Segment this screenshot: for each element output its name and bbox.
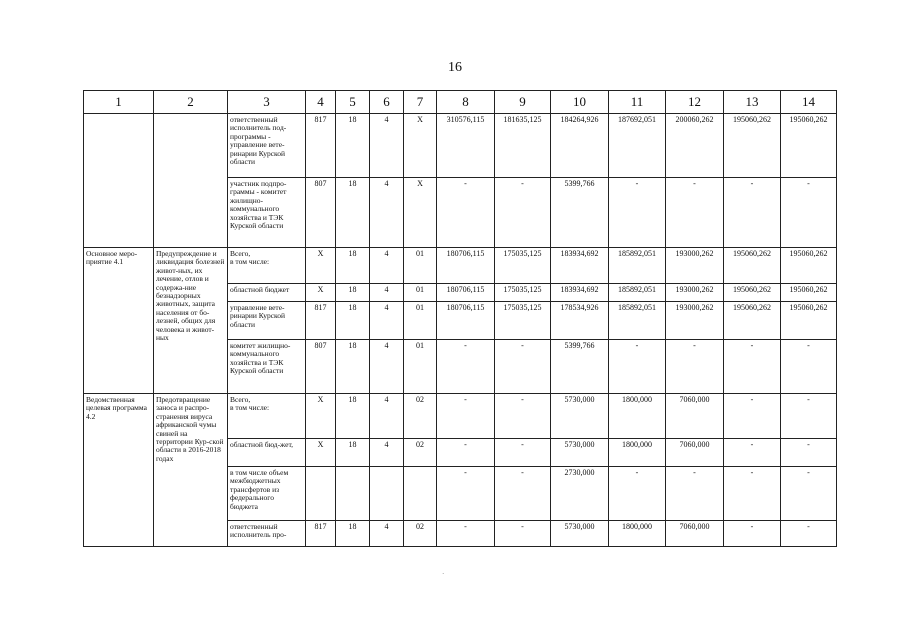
header-cell: 10 (551, 91, 609, 114)
table-cell: - (495, 521, 551, 547)
table-cell: областной бюджет (228, 284, 306, 302)
table-cell: - (437, 178, 495, 248)
table-cell (306, 467, 336, 521)
table-cell: 4 (370, 521, 404, 547)
table-cell: 180706,115 (437, 284, 495, 302)
table-cell: X (404, 178, 437, 248)
table-cell: - (781, 394, 837, 439)
table-cell: 175035,125 (495, 302, 551, 340)
table-cell: 18 (336, 284, 370, 302)
table-cell: 807 (306, 178, 336, 248)
table-cell: - (495, 467, 551, 521)
table-cell: 01 (404, 302, 437, 340)
table-cell: 1800,000 (609, 439, 666, 467)
table-cell: 01 (404, 248, 437, 284)
table-cell: 193000,262 (666, 248, 724, 284)
table-cell: - (724, 439, 781, 467)
header-row (84, 91, 837, 114)
table-cell: - (495, 340, 551, 394)
table-cell (228, 248, 306, 284)
table-cell: 183934,692 (551, 284, 609, 302)
table-cell: 18 (336, 340, 370, 394)
header-cell: 3 (228, 91, 306, 114)
table-cell: - (437, 439, 495, 467)
table-cell: 5730,000 (551, 439, 609, 467)
table-cell: 02 (404, 394, 437, 439)
table-cell: 195060,262 (724, 114, 781, 178)
table-cell: - (437, 521, 495, 547)
table-cell: 195060,262 (781, 248, 837, 284)
table-cell: - (724, 178, 781, 248)
table-cell: Основное меро-приятие 4.1 (84, 248, 154, 394)
header-cell: 5 (336, 91, 370, 114)
header-cell: 9 (495, 91, 551, 114)
table-cell: 195060,262 (781, 114, 837, 178)
table-cell: 193000,262 (666, 284, 724, 302)
table-cell: - (437, 340, 495, 394)
table-cell: 817 (306, 521, 336, 547)
table-cell: 2730,000 (551, 467, 609, 521)
table-cell: в том числе объем межбюджетных трансфертов из федерального бюджета (228, 467, 306, 521)
header-cell: 2 (154, 91, 228, 114)
table-cell: ответственный исполнитель под-программы - управление вете-ринарии Курской области (228, 114, 306, 178)
table-cell: 7060,000 (666, 521, 724, 547)
table-cell: участник подпро-граммы - комитет жилищно-коммунального хозяйства и ТЭК Курской области (228, 178, 306, 248)
table-cell: 4 (370, 340, 404, 394)
table-cell (370, 467, 404, 521)
table-cell: X (306, 284, 336, 302)
table-cell: 175035,125 (495, 248, 551, 284)
table-cell: 180706,115 (437, 248, 495, 284)
table-cell: 02 (404, 439, 437, 467)
table-cell: Предотвращение заноса и распро-странения вируса африканской чумы свиней на территории Кур-ской области в 2016-2018 годах (154, 394, 228, 547)
table-cell: 18 (336, 521, 370, 547)
table-cell: 18 (336, 439, 370, 467)
table-cell: 817 (306, 302, 336, 340)
table-cell: 184264,926 (551, 114, 609, 178)
table-cell: - (666, 340, 724, 394)
table-cell: 18 (336, 248, 370, 284)
table-cell: 01 (404, 284, 437, 302)
table-cell: - (609, 178, 666, 248)
header-cell: 13 (724, 91, 781, 114)
table-cell: - (781, 467, 837, 521)
table-row (84, 394, 837, 439)
table-cell: 185892,051 (609, 284, 666, 302)
table-cell: 18 (336, 114, 370, 178)
table-cell: - (495, 394, 551, 439)
table-cell: 183934,692 (551, 248, 609, 284)
scan-speck: · (442, 570, 445, 578)
table-cell: 310576,115 (437, 114, 495, 178)
table-cell: 195060,262 (781, 284, 837, 302)
table-cell: 1800,000 (609, 521, 666, 547)
page-number: 16 (448, 60, 462, 75)
table-cell: 5399,766 (551, 178, 609, 248)
table-cell: 18 (336, 178, 370, 248)
table-cell: 1800,000 (609, 394, 666, 439)
table-cell: 02 (404, 521, 437, 547)
header-cell: 7 (404, 91, 437, 114)
table-row (84, 114, 837, 178)
table-cell: 7060,000 (666, 439, 724, 467)
table-cell: X (306, 439, 336, 467)
cell-line: Всего, (230, 395, 251, 404)
header-cell: 1 (84, 91, 154, 114)
table-cell: 5399,766 (551, 340, 609, 394)
table-cell: 175035,125 (495, 284, 551, 302)
table-cell: - (495, 178, 551, 248)
table-cell: 4 (370, 178, 404, 248)
table-cell: - (666, 467, 724, 521)
table-cell: - (495, 439, 551, 467)
header-cell: 8 (437, 91, 495, 114)
table-cell: - (609, 467, 666, 521)
table-cell: управление вете-ринарии Курской области (228, 302, 306, 340)
header-cell: 14 (781, 91, 837, 114)
table-cell: 4 (370, 248, 404, 284)
header-cell: 11 (609, 91, 666, 114)
table-cell: - (724, 340, 781, 394)
table-cell: 4 (370, 114, 404, 178)
table-cell (228, 394, 306, 439)
cell-line: Всего, (230, 249, 251, 258)
table-cell: 4 (370, 394, 404, 439)
table-cell: 807 (306, 340, 336, 394)
table-cell: - (724, 394, 781, 439)
table-cell: 4 (370, 284, 404, 302)
table-cell: Ведомственная целевая программа 4.2 (84, 394, 154, 547)
table-cell: 18 (336, 302, 370, 340)
table-cell: 195060,262 (724, 284, 781, 302)
table-cell: ответственный исполнитель про- (228, 521, 306, 547)
table-cell: - (724, 467, 781, 521)
table-cell: X (306, 248, 336, 284)
table-cell: - (724, 521, 781, 547)
budget-table (83, 90, 837, 547)
table-cell: 4 (370, 439, 404, 467)
cell-line: в том числе: (230, 403, 270, 413)
table-cell: - (781, 439, 837, 467)
table-cell: 195060,262 (724, 248, 781, 284)
table-cell: 195060,262 (781, 302, 837, 340)
table-cell: 178534,926 (551, 302, 609, 340)
table-cell: 195060,262 (724, 302, 781, 340)
cell-line: в том числе: (230, 257, 270, 267)
table-cell: 4 (370, 302, 404, 340)
table-cell: 185892,051 (609, 248, 666, 284)
table-cell: - (781, 340, 837, 394)
table-cell: - (781, 521, 837, 547)
table-cell: 193000,262 (666, 302, 724, 340)
table-row (84, 248, 837, 284)
table-cell: - (609, 340, 666, 394)
table-cell: 01 (404, 340, 437, 394)
table-cell: 5730,000 (551, 394, 609, 439)
table-cell (336, 467, 370, 521)
table-cell (154, 114, 228, 248)
table-cell: 200060,262 (666, 114, 724, 178)
table-cell: X (306, 394, 336, 439)
header-cell: 6 (370, 91, 404, 114)
table-cell: 180706,115 (437, 302, 495, 340)
table-cell: 5730,000 (551, 521, 609, 547)
table-cell: 817 (306, 114, 336, 178)
table-cell: 185892,051 (609, 302, 666, 340)
table-cell: областной бюд-жет, (228, 439, 306, 467)
table-cell: - (437, 467, 495, 521)
table-cell: 7060,000 (666, 394, 724, 439)
table-cell: - (437, 394, 495, 439)
table-cell: 181635,125 (495, 114, 551, 178)
table-cell: 187692,051 (609, 114, 666, 178)
table-cell: - (666, 178, 724, 248)
table-cell (84, 114, 154, 248)
header-cell: 4 (306, 91, 336, 114)
table-cell: X (404, 114, 437, 178)
table-cell: Предупреждение и ликвидация болезней живот-ных, их лечение, отлов и содержа-ние безнадзорных животных, защита населения от бо-лезней, общих для человека и живот-ных (154, 248, 228, 394)
table-cell: комитет жилищно-коммунального хозяйства и ТЭК Курской области (228, 340, 306, 394)
table-cell (404, 467, 437, 521)
header-cell: 12 (666, 91, 724, 114)
table-cell: - (781, 178, 837, 248)
table-cell: 18 (336, 394, 370, 439)
